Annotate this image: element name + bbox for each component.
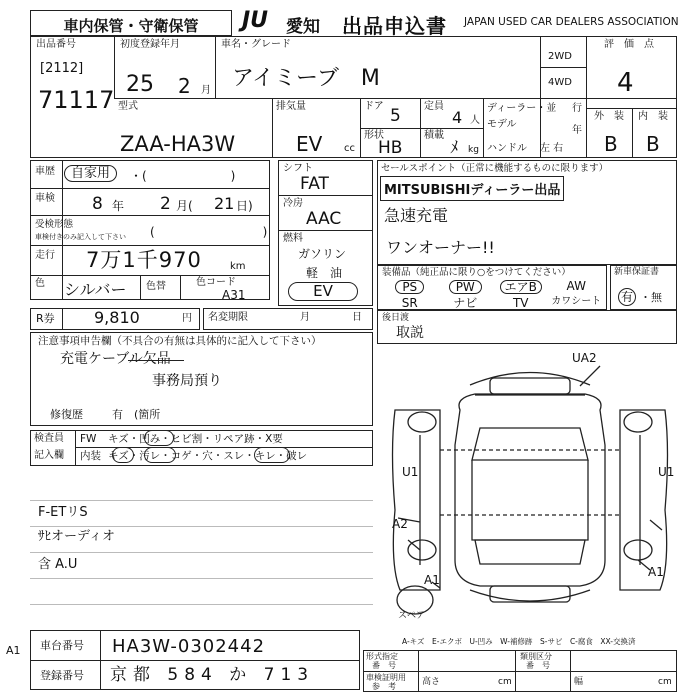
- ac-label: 冷房: [283, 198, 303, 209]
- repair-value: 有 (箇所: [112, 408, 161, 421]
- load-unit: kg: [468, 145, 479, 155]
- interior-label: 内 装: [638, 111, 668, 122]
- inspection-year-unit: 年: [112, 199, 125, 213]
- doors-label: ドア: [364, 101, 384, 112]
- model-code-value: ZAA-HA3W: [120, 132, 236, 156]
- mark-circle-3: [144, 447, 176, 463]
- ju-logo: JU: [242, 8, 269, 33]
- inspection-label: 車検: [35, 193, 55, 204]
- check-int-items: キズ・汚レ・コゲ・穴・スレ・キレ・破レ: [108, 450, 308, 462]
- recycle-value: 9,810: [94, 308, 140, 327]
- spec-shape-label-2: 番 号: [372, 661, 396, 670]
- fuel-diesel: 軽 油: [306, 266, 343, 280]
- org-name: 愛知: [286, 17, 320, 37]
- notes-line-2: 事務局預り: [152, 373, 222, 389]
- mileage-value: 7万1千970: [86, 248, 202, 272]
- spec-class-label-1: 類別区分: [520, 652, 552, 661]
- drive-2wd: 2WD: [548, 51, 572, 62]
- name-change-month: 月: [300, 312, 310, 323]
- damage-mark-u1-right: U1: [658, 465, 675, 479]
- mark-circle-2: [112, 447, 134, 463]
- storage-tab: 車内保管・守衛保管: [30, 10, 232, 36]
- reg-year-label: 初度登録年月: [120, 39, 180, 50]
- spec-cert-sub: 参 考: [372, 682, 396, 691]
- color-label: 色: [35, 278, 45, 289]
- sales-point-2: ワンオーナー!!: [386, 238, 495, 257]
- color-code-label: 色コード: [196, 277, 236, 288]
- color-code-value: A31: [222, 288, 246, 302]
- registration-label: 登録番号: [40, 669, 84, 682]
- drive-4wd: 4WD: [548, 77, 572, 88]
- inspector-note-1: F-ETリS: [38, 505, 88, 520]
- receipt-label: 受検形態: [35, 219, 74, 230]
- equip-navi: ナビ: [453, 295, 478, 310]
- equipment-grid: [382, 280, 604, 310]
- spec-class-label-2: 番 号: [526, 661, 550, 670]
- inspector-label-1: 検査員: [34, 433, 64, 444]
- inspector-note-3: 含 A.U: [38, 557, 78, 572]
- interior-grade: B: [646, 132, 660, 156]
- mileage-label: 走行: [35, 250, 55, 261]
- exterior-label: 外 装: [594, 111, 624, 122]
- mileage-unit: km: [230, 261, 246, 272]
- spec-shape-label-1: 形式指定: [366, 652, 398, 661]
- notes-line-1: 充電ケーブル欠品: [60, 351, 171, 367]
- inspection-month: 2: [160, 194, 171, 214]
- spec-width-unit: cm: [658, 677, 672, 687]
- equip-leather-seat: カワシート: [551, 295, 602, 307]
- dealer-label: ディーラー・並: [487, 103, 557, 114]
- check-ext-items: キズ・凹み・ヒビ割・リペア跡・X要: [108, 433, 283, 445]
- inspection-day: 21: [214, 194, 235, 213]
- color-change-label: 色替: [146, 281, 166, 292]
- association-name: JAPAN USED CAR DEALERS ASSOCIATION: [464, 16, 679, 28]
- reg-year-value: 25: [126, 72, 154, 97]
- sales-points-label: セールスポイント（正常に機能するものに限ります）: [381, 163, 609, 174]
- equipment-label: 装備品（純正品に限り○をつけてください）: [382, 267, 571, 278]
- later-delivery-value: 取説: [396, 325, 424, 341]
- equip-aw: AW: [566, 279, 586, 293]
- warranty-yes: 有: [618, 288, 636, 306]
- notes-strike: [128, 360, 184, 361]
- warranty-label: 新車保証書: [614, 267, 660, 277]
- handle-label: ハンドル: [487, 143, 527, 154]
- model-year-suffix: 年: [572, 125, 582, 136]
- form-title: 出品申込書: [342, 14, 447, 38]
- spec-width-label: 幅: [574, 677, 584, 687]
- doors-value: 5: [390, 106, 401, 126]
- displacement-label: 排気量: [276, 101, 306, 112]
- spec-height-label: 高さ: [422, 677, 441, 687]
- inspection-day-unit: 日): [236, 199, 253, 213]
- equip-sr: SR: [401, 295, 418, 310]
- model-name-label: 車名・グレード: [221, 39, 291, 50]
- damage-mark-a1-left: A1: [424, 573, 440, 587]
- ac-value: AAC: [306, 209, 342, 229]
- shape-label: 形状: [364, 130, 384, 141]
- exterior-grade: B: [604, 132, 618, 156]
- fuel-selected: EV: [288, 282, 358, 301]
- history-label: 車歴: [35, 166, 55, 177]
- notes-label: 注意事項申告欄（不具合の有無は具体的に記入して下さい）: [38, 335, 322, 347]
- equip-airbag: エアB: [493, 280, 549, 296]
- damage-mark-ua2: UA2: [572, 351, 597, 365]
- history-value: 自家用: [64, 165, 117, 182]
- displacement-value: EV: [296, 132, 323, 156]
- shift-label: シフト: [283, 163, 313, 174]
- capacity-label: 定員: [424, 101, 444, 112]
- history-other: ・( ): [130, 169, 236, 183]
- check-ext-label: FW: [80, 433, 97, 445]
- equip-tv: TV: [512, 295, 529, 310]
- score-value: 4: [617, 68, 634, 98]
- mark-circle-4: [254, 447, 290, 463]
- sales-point-1: 急速充電: [384, 206, 449, 225]
- equip-ps: PS: [382, 280, 438, 296]
- inspector-note-2: ｻﾋオーディオ: [38, 529, 115, 544]
- lot-label: 出品番号: [36, 39, 76, 50]
- repair-label: 修復歴: [50, 408, 83, 421]
- score-label: 評 価 点: [604, 39, 654, 50]
- chassis-value: HA3W-0302442: [112, 636, 266, 657]
- equip-pw: PW: [438, 280, 494, 296]
- mark-circle-1: [144, 430, 174, 446]
- side-mark-a1: A1: [6, 644, 21, 657]
- shift-value: FAT: [300, 174, 329, 194]
- spec-cert-label: 車検証明用: [366, 673, 406, 682]
- name-change-label: 名変期限: [208, 312, 248, 323]
- shape-value: HB: [378, 138, 403, 158]
- name-change-day: 日: [352, 312, 362, 323]
- dealer-suffix: 行: [572, 103, 582, 114]
- lot-number: 71117: [38, 86, 115, 114]
- registration-value: 京都 584 か 713: [110, 665, 315, 685]
- model-code-label: 型式: [118, 101, 138, 112]
- fuel-label: 燃料: [283, 233, 303, 244]
- model-name-value: アイミーブ M: [232, 66, 380, 91]
- damage-mark-a1-right: A1: [648, 565, 664, 579]
- handle-value: 左 右: [540, 143, 564, 154]
- recycle-unit: 円: [182, 313, 192, 324]
- inspection-month-unit: 月(: [176, 199, 193, 213]
- fuel-gasoline: ガソリン: [298, 247, 347, 261]
- capacity-value: 4: [452, 108, 463, 127]
- damage-legend: A-キズ E-エクボ U-凹み W-補修跡 S-サビ C-腐食 XX-交換済: [402, 637, 636, 646]
- displacement-unit: cc: [344, 143, 355, 154]
- color-value: シルバー: [64, 280, 127, 299]
- inspector-label-2: 記入欄: [34, 450, 64, 461]
- receipt-value: ( ): [150, 225, 268, 239]
- model-year-label: モデル: [487, 119, 517, 130]
- car-damage-diagram: [380, 350, 680, 630]
- lot-code: [2112]: [40, 61, 84, 76]
- warranty-no: ・無: [640, 291, 662, 304]
- check-int-label: 内装: [80, 450, 101, 462]
- load-label: 積載: [424, 130, 444, 141]
- capacity-unit: 人: [470, 115, 480, 126]
- receipt-note: 車検付きのみ記入して下さい: [35, 233, 126, 241]
- spare-label: スペア: [398, 611, 426, 621]
- recycle-label: R券: [36, 312, 55, 325]
- load-value: ﾒ: [450, 138, 459, 158]
- inspection-year: 8: [92, 194, 103, 214]
- reg-month-unit: 月: [201, 85, 211, 96]
- chassis-label: 車台番号: [40, 639, 84, 652]
- dealer-stamp: MITSUBISHIディーラー出品: [380, 176, 564, 201]
- spec-height-unit: cm: [498, 677, 512, 687]
- reg-month-value: 2: [178, 74, 191, 98]
- damage-mark-u1-left: U1: [402, 465, 419, 479]
- damage-mark-a2: A2: [392, 517, 408, 531]
- later-delivery-label: 後日渡: [382, 313, 410, 323]
